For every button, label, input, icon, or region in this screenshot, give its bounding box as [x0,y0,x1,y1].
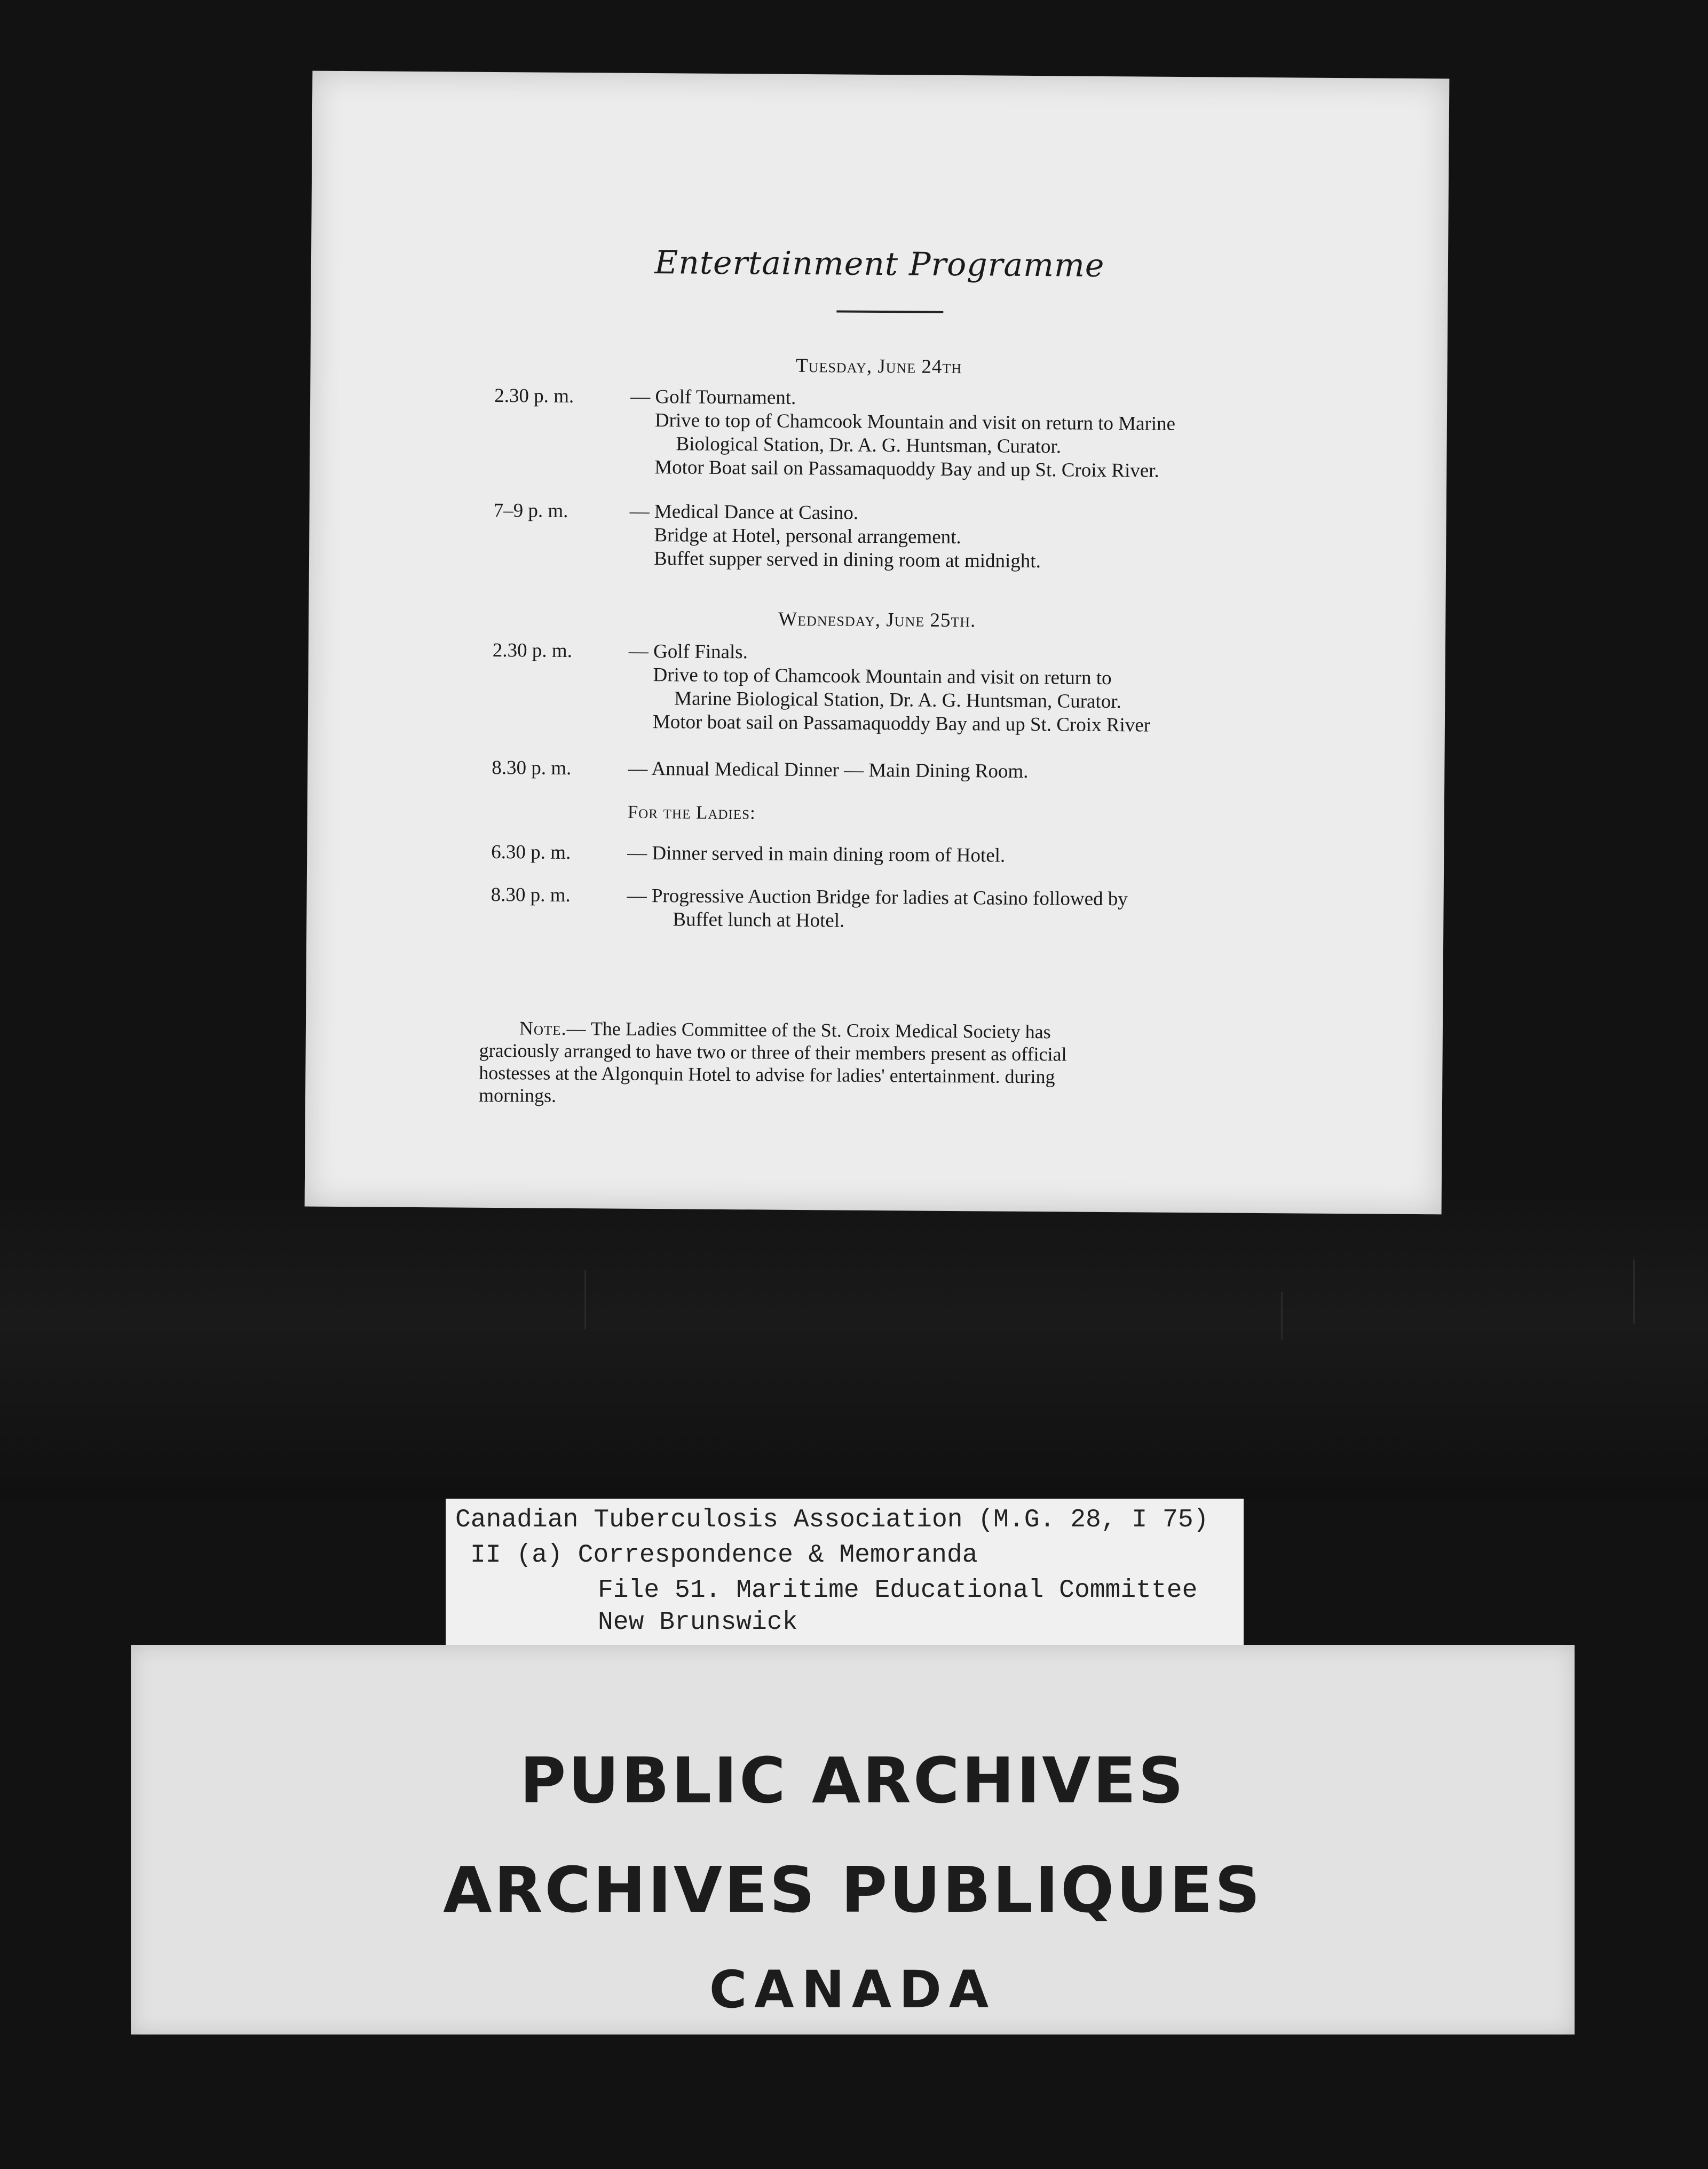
reference-line: New Brunswick [598,1608,798,1637]
entry-time: 8.30 p. m. [491,883,571,907]
entry-line: Drive to top of Chamcook Mountain and visit on return to Marine [654,409,1176,435]
entry-line: — Annual Medical Dinner — Main Dining Room. [628,757,1029,782]
note-line: mornings. [478,1084,557,1106]
film-background [0,1201,1708,1500]
entry-time: 8.30 p. m. [492,756,572,780]
film-scratch [1281,1292,1283,1340]
entry-line: — Golf Tournament. [630,385,796,409]
stamp-line-country: CANADA [709,1960,997,2020]
entry-line: Motor Boat sail on Passamaquoddy Bay and up St. Croix River. [654,456,1159,482]
reference-line: File 51. Maritime Educational Committee [598,1576,1198,1605]
entry-line: Bridge at Hotel, personal arrangement. [654,524,961,549]
reference-label [446,1499,1244,1650]
entry-time: 6.30 p. m. [491,841,571,864]
title-underline [836,310,943,313]
schedule-entry [491,883,1302,932]
archive-stamp [131,1645,1575,2035]
entry-time: 7–9 p. m. [493,499,568,522]
schedule-entry [491,841,1302,867]
film-scratch [1633,1260,1635,1324]
schedule-entry [492,756,1303,782]
programme-sheet [305,71,1450,1215]
note-line: The Ladies Committee of the St. Croix Medical Society has [590,1018,1051,1043]
entry-line: Drive to top of Chamcook Mountain and visit on return to [653,664,1112,690]
entry-time: 2.30 p. m. [494,384,574,408]
programme-note [479,1017,1301,1112]
entry-line: — Dinner served in main dining room of Hotel. [627,842,1006,867]
entry-line: — Progressive Auction Bridge for ladies at Casino followed by [627,884,1128,911]
entry-line: Marine Biological Station, Dr. A. G. Huntsman, Curator. [674,687,1121,713]
schedule-entry [492,639,1304,737]
entry-line: — Medical Dance at Casino. [629,500,859,524]
stamp-line-french: ARCHIVES PUBLIQUES [443,1853,1262,1927]
note-label: Note.— [519,1017,587,1040]
reference-line: Canadian Tuberculosis Association (M.G. 28, I 75) [455,1506,1209,1534]
entry-line: Motor boat sail on Passamaquoddy Bay and up St. Croix River [652,711,1151,737]
schedule-entry [494,384,1306,482]
programme-title: Entertainment Programme [654,244,1105,284]
entry-time: 2.30 p. m. [492,639,573,662]
film-scratch [584,1270,586,1329]
note-line: graciously arranged to have two or three of their members present as official [479,1039,1067,1065]
day-heading-wednesday: Wednesday, June 25th. [778,608,976,632]
entry-line: Biological Station, Dr. A. G. Huntsman, Curator. [676,433,1062,458]
schedule-entry [493,499,1305,573]
ladies-heading: For the Ladies: [627,801,756,824]
stamp-line-english: PUBLIC ARCHIVES [519,1744,1186,1817]
entry-line: Buffet supper served in dining room at midnight. [653,548,1041,573]
entry-line: Buffet lunch at Hotel. [673,908,845,932]
entry-line: — Golf Finals. [628,640,748,663]
reference-line: II (a) Correspondence & Memoranda [470,1541,978,1570]
note-line: hostesses at the Algonquin Hotel to advise for ladies' entertainment. during [479,1062,1055,1088]
day-heading-tuesday: Tuesday, June 24th [796,354,962,378]
